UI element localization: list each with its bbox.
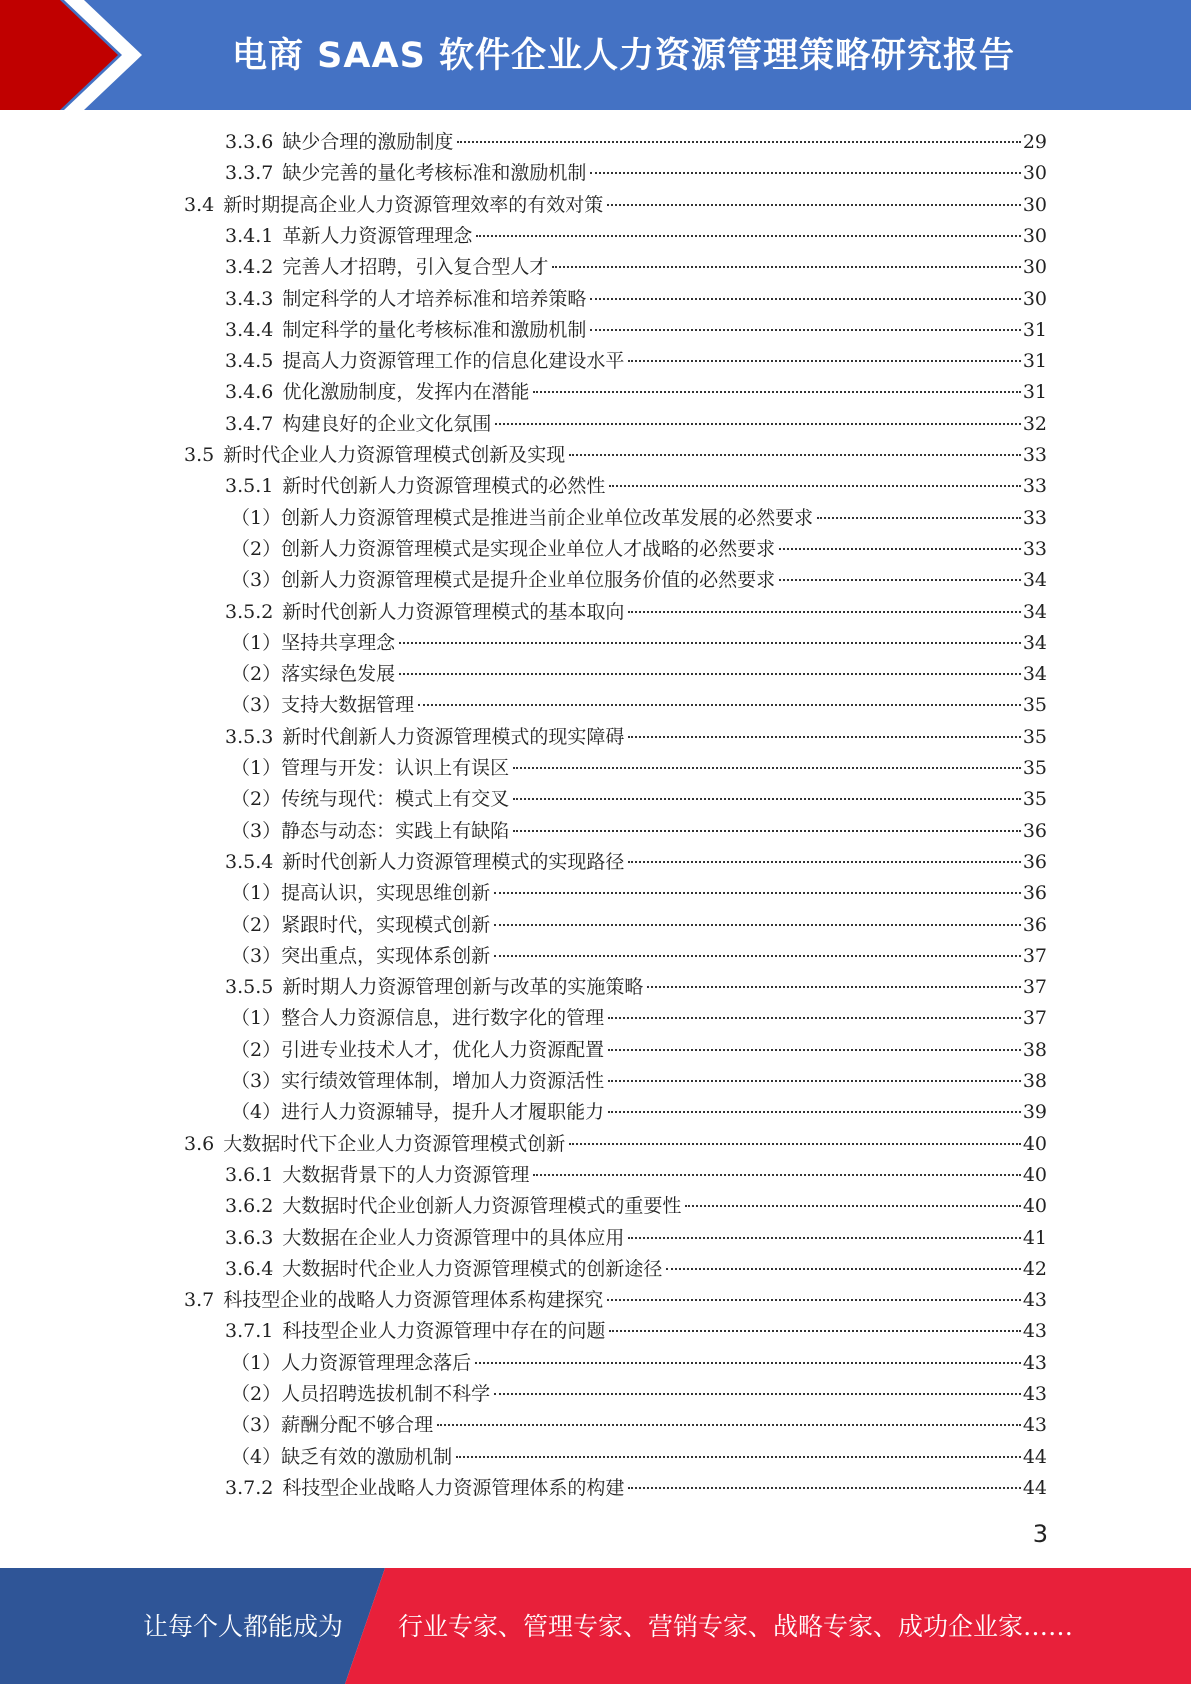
- toc-entry-page: 35: [1022, 694, 1047, 717]
- toc-entry-title: 大数据时代企业创新人力资源管理模式的重要性: [282, 1195, 682, 1218]
- toc-entry-title: 提高人力资源管理工作的信息化建设水平: [282, 350, 625, 373]
- toc-entry[interactable]: [231, 1442, 1047, 1473]
- toc-entry-number: （1）: [231, 1351, 282, 1374]
- toc-dot-leader: [628, 860, 1020, 863]
- toc-entry[interactable]: [231, 1379, 1047, 1410]
- toc-entry-page: 40: [1022, 1132, 1047, 1155]
- toc-entry-page: 38: [1022, 1070, 1047, 1092]
- toc-dot-leader: [647, 985, 1020, 988]
- toc-dot-leader: [817, 516, 1021, 519]
- toc-dot-leader: [608, 1048, 1021, 1051]
- toc-entry-number: 3.7: [184, 1289, 215, 1312]
- toc-entry[interactable]: [231, 1003, 1047, 1034]
- toc-entry-number: 3.4.1: [225, 224, 274, 247]
- toc-entry[interactable]: [231, 1410, 1047, 1441]
- toc-entry-page: 43: [1022, 1320, 1047, 1343]
- toc-dot-leader: [494, 923, 1021, 926]
- toc-entry-title: 革新人力资源管理理念: [282, 224, 473, 247]
- toc-entry-title: 新时代创新人力资源管理模式的必然性: [282, 475, 606, 498]
- toc-entry-title: 优化激励制度，发挥内在潜能: [282, 381, 530, 404]
- toc-entry-title: 实行绩效管理体制，增加人力资源活性: [281, 1070, 605, 1092]
- toc-entry-number: （1）: [231, 1007, 282, 1030]
- toc-entry-number: （2）: [231, 537, 282, 560]
- toc-dot-leader: [628, 610, 1020, 613]
- toc-entry-title: 缺少完善的量化考核标准和激励机制: [282, 162, 587, 185]
- toc-entry[interactable]: [225, 284, 1047, 315]
- toc-entry-title: 制定科学的人才培养标准和培养策略: [282, 287, 587, 310]
- toc-entry-title: 新时代創新人力资源管理模式的现实障碍: [282, 725, 625, 748]
- toc-dot-leader: [457, 140, 1020, 143]
- toc-entry-number: 3.7.1: [225, 1320, 274, 1343]
- toc-entry-number: （3）: [231, 1414, 282, 1437]
- toc-entry[interactable]: [225, 597, 1047, 628]
- toc-entry[interactable]: [231, 503, 1047, 534]
- toc-dot-leader: [569, 1142, 1021, 1145]
- toc-entry-title: 新时代创新人力资源管理模式的实现路径: [282, 850, 625, 873]
- toc-entry-page: 36: [1022, 850, 1047, 873]
- toc-entry-title: 制定科学的量化考核标准和激励机制: [282, 318, 587, 341]
- footer-banner: [0, 1568, 1191, 1684]
- toc-entry-number: 3.4.6: [225, 381, 274, 404]
- toc-entry-page: 31: [1022, 318, 1047, 341]
- toc-dot-leader: [608, 1016, 1021, 1019]
- toc-entry-number: 3.6.3: [225, 1226, 274, 1249]
- toc-dot-leader: [607, 1298, 1021, 1301]
- toc-dot-leader: [533, 390, 1020, 393]
- toc-entry[interactable]: [225, 471, 1047, 502]
- toc-entry-number: 3.7.2: [225, 1476, 274, 1499]
- toc-entry[interactable]: [225, 722, 1047, 753]
- toc-entry[interactable]: [231, 753, 1047, 784]
- toc-dot-leader: [513, 829, 1021, 832]
- toc-dot-leader: [609, 1329, 1020, 1332]
- toc-entry[interactable]: [231, 1097, 1047, 1128]
- toc-dot-leader: [590, 328, 1020, 331]
- toc-entry-title: 新时期人力资源管理创新与改革的实施策略: [282, 976, 644, 999]
- toc-entry-title: 提高认识，实现思维创新: [281, 882, 491, 905]
- toc-entry[interactable]: [225, 127, 1047, 158]
- toc-entry[interactable]: [184, 440, 1047, 471]
- toc-entry-number: 3.4.7: [225, 412, 274, 435]
- toc-entry-page: 43: [1022, 1383, 1047, 1405]
- toc-entry[interactable]: [225, 377, 1047, 408]
- toc-entry-title: 支持大数据管理: [281, 694, 415, 717]
- toc-entry-number: （3）: [231, 569, 282, 592]
- toc-entry-page: 33: [1022, 475, 1047, 498]
- toc-dot-leader: [608, 1110, 1021, 1113]
- toc-dot-leader: [628, 1486, 1020, 1489]
- toc-entry-page: 43: [1022, 1351, 1047, 1374]
- toc-dot-leader: [494, 954, 1021, 957]
- header-arrow-decoration: [0, 0, 150, 110]
- toc-entry[interactable]: [225, 1316, 1047, 1347]
- toc-entry-title: 新时代企业人力资源管理模式创新及实现: [223, 444, 566, 466]
- toc-entry-page: 30: [1022, 287, 1047, 310]
- toc-entry-title: 落实绿色发展: [281, 663, 396, 686]
- toc-dot-leader: [494, 891, 1021, 894]
- toc-entry-title: 创新人力资源管理模式是提升企业单位服务价值的必然要求: [281, 569, 776, 592]
- toc-entry-number: 3.4.3: [225, 287, 274, 310]
- toc-entry[interactable]: [231, 690, 1047, 721]
- toc-dot-leader: [666, 1267, 1020, 1270]
- toc-entry-page: 39: [1022, 1101, 1047, 1124]
- toc-entry-number: 3.4.5: [225, 350, 274, 373]
- toc-entry[interactable]: [225, 1473, 1047, 1504]
- toc-entry-page: 34: [1022, 631, 1047, 654]
- toc-entry-number: （2）: [231, 913, 282, 936]
- toc-dot-leader: [685, 1204, 1020, 1207]
- toc-dot-leader: [569, 453, 1021, 456]
- toc-entry-number: （1）: [231, 757, 282, 779]
- toc-dot-leader: [533, 1173, 1020, 1176]
- toc-entry-number: （2）: [231, 663, 282, 686]
- toc-entry-number: （3）: [231, 694, 282, 717]
- toc-dot-leader: [607, 203, 1021, 206]
- toc-entry-page: 41: [1022, 1226, 1047, 1249]
- toc-dot-leader: [476, 234, 1020, 237]
- toc-entry-title: 大数据在企业人力资源管理中的具体应用: [282, 1226, 625, 1249]
- toc-entry[interactable]: [231, 878, 1047, 909]
- toc-dot-leader: [399, 641, 1021, 644]
- toc-entry-title: 创新人力资源管理模式是推进当前企业单位改革发展的必然要求: [281, 506, 814, 529]
- toc-dot-leader: [628, 1236, 1020, 1239]
- toc-entry-title: 科技型企业人力资源管理中存在的问题: [282, 1320, 606, 1343]
- toc-entry-title: 突出重点，实现体系创新: [281, 944, 491, 967]
- toc-entry-page: 30: [1022, 224, 1047, 247]
- toc-dot-leader: [399, 672, 1021, 675]
- toc-entry-title: 整合人力资源信息，进行数字化的管理: [281, 1007, 605, 1030]
- toc-entry-page: 43: [1022, 1414, 1047, 1437]
- toc-entry-title: 科技型企业的战略人力资源管理体系构建探究: [223, 1289, 604, 1312]
- toc-entry[interactable]: [225, 1223, 1047, 1254]
- toc-entry[interactable]: [225, 315, 1047, 346]
- toc-dot-leader: [590, 297, 1020, 300]
- toc-entry-title: 缺乏有效的激励机制: [281, 1445, 453, 1468]
- toc-entry-title: 管理与开发：认识上有误区: [281, 757, 510, 779]
- toc-entry[interactable]: [231, 1066, 1047, 1097]
- toc-dot-leader: [513, 797, 1021, 800]
- toc-dot-leader: [628, 735, 1020, 738]
- toc-entry-page: 35: [1022, 757, 1047, 779]
- toc-entry-title: 进行人力资源辅导，提升人才履职能力: [281, 1101, 605, 1124]
- toc-entry-title: 薪酬分配不够合理: [281, 1414, 434, 1437]
- toc-entry-title: 新时代创新人力资源管理模式的基本取向: [282, 600, 625, 623]
- toc-entry-title: 创新人力资源管理模式是实现企业单位人才战略的必然要求: [281, 537, 776, 560]
- toc-entry-page: 35: [1022, 725, 1047, 748]
- toc-entry-number: 3.3.6: [225, 131, 274, 153]
- toc-entry-title: 大数据时代下企业人力资源管理模式创新: [223, 1132, 566, 1155]
- toc-entry-title: 完善人才招聘，引入复合型人才: [282, 256, 549, 279]
- toc-entry-page: 34: [1022, 600, 1047, 623]
- toc-entry-number: 3.4.4: [225, 318, 274, 341]
- toc-entry-page: 32: [1022, 412, 1047, 435]
- document-title: 电商 SAAS 软件企业人力资源管理策略研究报告: [232, 36, 1015, 76]
- toc-dot-leader: [437, 1423, 1021, 1426]
- toc-entry[interactable]: [231, 1348, 1047, 1379]
- toc-entry-number: 3.6.2: [225, 1195, 274, 1218]
- toc-entry-number: （3）: [231, 944, 282, 967]
- toc-entry-number: （2）: [231, 788, 282, 811]
- toc-entry[interactable]: [184, 1129, 1047, 1160]
- toc-entry-page: 43: [1022, 1289, 1047, 1312]
- toc-entry-number: 3.6: [184, 1132, 215, 1155]
- toc-dot-leader: [608, 1079, 1021, 1082]
- toc-dot-leader: [552, 265, 1020, 268]
- footer-slogan-right: 行业专家、管理专家、营销专家、战略专家、成功企业家……: [398, 1612, 1074, 1641]
- toc-entry-number: 3.5.2: [225, 600, 274, 623]
- toc-entry-number: （1）: [231, 506, 282, 529]
- toc-entry[interactable]: [231, 628, 1047, 659]
- toc-entry-number: （4）: [231, 1101, 282, 1124]
- toc-entry[interactable]: [225, 847, 1047, 878]
- toc-entry-page: 42: [1022, 1257, 1047, 1280]
- toc-entry-page: 40: [1022, 1163, 1047, 1186]
- toc-entry-number: 3.5: [184, 444, 215, 466]
- toc-entry-title: 人员招聘选拔机制不科学: [281, 1383, 491, 1405]
- toc-entry-title: 紧跟时代，实现模式创新: [281, 913, 491, 936]
- toc-entry[interactable]: [231, 816, 1047, 847]
- toc-entry[interactable]: [225, 409, 1047, 440]
- toc-entry-number: （2）: [231, 1383, 282, 1405]
- footer-slogan-left: 让每个人都能成为: [143, 1612, 344, 1641]
- toc-entry-number: 3.4: [184, 193, 215, 216]
- toc-entry-number: 3.5.1: [225, 475, 274, 498]
- toc-entry[interactable]: [231, 659, 1047, 690]
- toc-dot-leader: [590, 171, 1020, 174]
- toc-entry[interactable]: [231, 534, 1047, 565]
- toc-entry-page: 37: [1022, 944, 1047, 967]
- toc-dot-leader: [779, 547, 1021, 550]
- toc-entry-page: 33: [1022, 506, 1047, 529]
- toc-dot-leader: [609, 484, 1020, 487]
- toc-dot-leader: [628, 359, 1020, 362]
- toc-entry-title: 静态与动态：实践上有缺陷: [281, 819, 510, 842]
- toc-entry-number: 3.6.4: [225, 1257, 274, 1280]
- toc-dot-leader: [495, 422, 1020, 425]
- toc-entry-number: （4）: [231, 1445, 282, 1468]
- toc-entry-number: 3.3.7: [225, 162, 274, 185]
- toc-dot-leader: [456, 1455, 1021, 1458]
- toc-entry[interactable]: [225, 252, 1047, 283]
- toc-entry-title: 传统与现代：模式上有交叉: [281, 788, 510, 811]
- toc-entry[interactable]: [231, 910, 1047, 941]
- toc-entry[interactable]: [231, 941, 1047, 972]
- toc-dot-leader: [513, 766, 1021, 769]
- toc-dot-leader: [494, 1392, 1021, 1395]
- toc-entry-title: 构建良好的企业文化氛围: [282, 412, 492, 435]
- header-bar: [0, 0, 1191, 110]
- toc-entry[interactable]: [225, 1191, 1047, 1222]
- toc-dot-leader: [475, 1361, 1021, 1364]
- toc-entry-page: 29: [1022, 131, 1047, 153]
- toc-entry-number: （1）: [231, 631, 282, 654]
- toc-entry[interactable]: [225, 158, 1047, 189]
- toc-entry-page: 31: [1022, 350, 1047, 373]
- toc-entry-page: 35: [1022, 788, 1047, 811]
- toc-entry-page: 36: [1022, 882, 1047, 905]
- toc-entry-page: 34: [1022, 569, 1047, 592]
- toc-entry-page: 34: [1022, 663, 1047, 686]
- toc-entry-title: 新时期提高企业人力资源管理效率的有效对策: [223, 193, 604, 216]
- toc-entry-title: 缺少合理的激励制度: [282, 131, 454, 153]
- toc-dot-leader: [779, 578, 1021, 581]
- toc-entry[interactable]: [225, 1160, 1047, 1191]
- toc-entry-title: 人力资源管理理念落后: [281, 1351, 472, 1374]
- toc-dot-leader: [418, 703, 1021, 706]
- toc-entry-page: 30: [1022, 193, 1047, 216]
- toc-entry-number: （2）: [231, 1038, 282, 1061]
- toc-entry-number: （1）: [231, 882, 282, 905]
- toc-entry-page: 38: [1022, 1038, 1047, 1061]
- page-number: 3: [1032, 1520, 1048, 1548]
- toc-entry-page: 37: [1022, 976, 1047, 999]
- toc-entry-page: 30: [1022, 162, 1047, 185]
- toc-entry-number: 3.6.1: [225, 1163, 274, 1186]
- toc-entry[interactable]: [184, 190, 1047, 221]
- toc-entry[interactable]: [225, 1254, 1047, 1285]
- toc-entry-page: 37: [1022, 1007, 1047, 1030]
- toc-entry-number: （3）: [231, 1070, 282, 1092]
- toc-entry[interactable]: [231, 1035, 1047, 1066]
- toc-entry-title: 大数据时代企业人力资源管理模式的创新途径: [282, 1257, 663, 1280]
- toc-entry-number: 3.4.2: [225, 256, 274, 279]
- toc-entry-page: 33: [1022, 537, 1047, 560]
- toc-entry-number: （3）: [231, 819, 282, 842]
- toc-entry[interactable]: [225, 972, 1047, 1003]
- toc-entry-title: 大数据背景下的人力资源管理: [282, 1163, 530, 1186]
- toc-entry-title: 引进专业技术人才，优化人力资源配置: [281, 1038, 605, 1061]
- toc-entry-number: 3.5.5: [225, 976, 274, 999]
- toc-entry-title: 坚持共享理念: [281, 631, 396, 654]
- toc-entry-page: 33: [1022, 444, 1047, 466]
- toc-entry-page: 44: [1022, 1476, 1047, 1499]
- toc-entry-page: 30: [1022, 256, 1047, 279]
- toc-entry-page: 44: [1022, 1445, 1047, 1468]
- toc-entry-page: 40: [1022, 1195, 1047, 1218]
- toc-entry-page: 36: [1022, 913, 1047, 936]
- toc-entry[interactable]: [231, 565, 1047, 596]
- toc-entry[interactable]: [225, 221, 1047, 252]
- toc-entry-number: 3.5.3: [225, 725, 274, 748]
- toc-entry[interactable]: [225, 346, 1047, 377]
- toc-entry[interactable]: [231, 784, 1047, 815]
- toc-entry-page: 31: [1022, 381, 1047, 404]
- toc-entry-title: 科技型企业战略人力资源管理体系的构建: [282, 1476, 625, 1499]
- toc-entry[interactable]: [184, 1285, 1047, 1316]
- toc-entry-page: 36: [1022, 819, 1047, 842]
- toc-entry-number: 3.5.4: [225, 850, 274, 873]
